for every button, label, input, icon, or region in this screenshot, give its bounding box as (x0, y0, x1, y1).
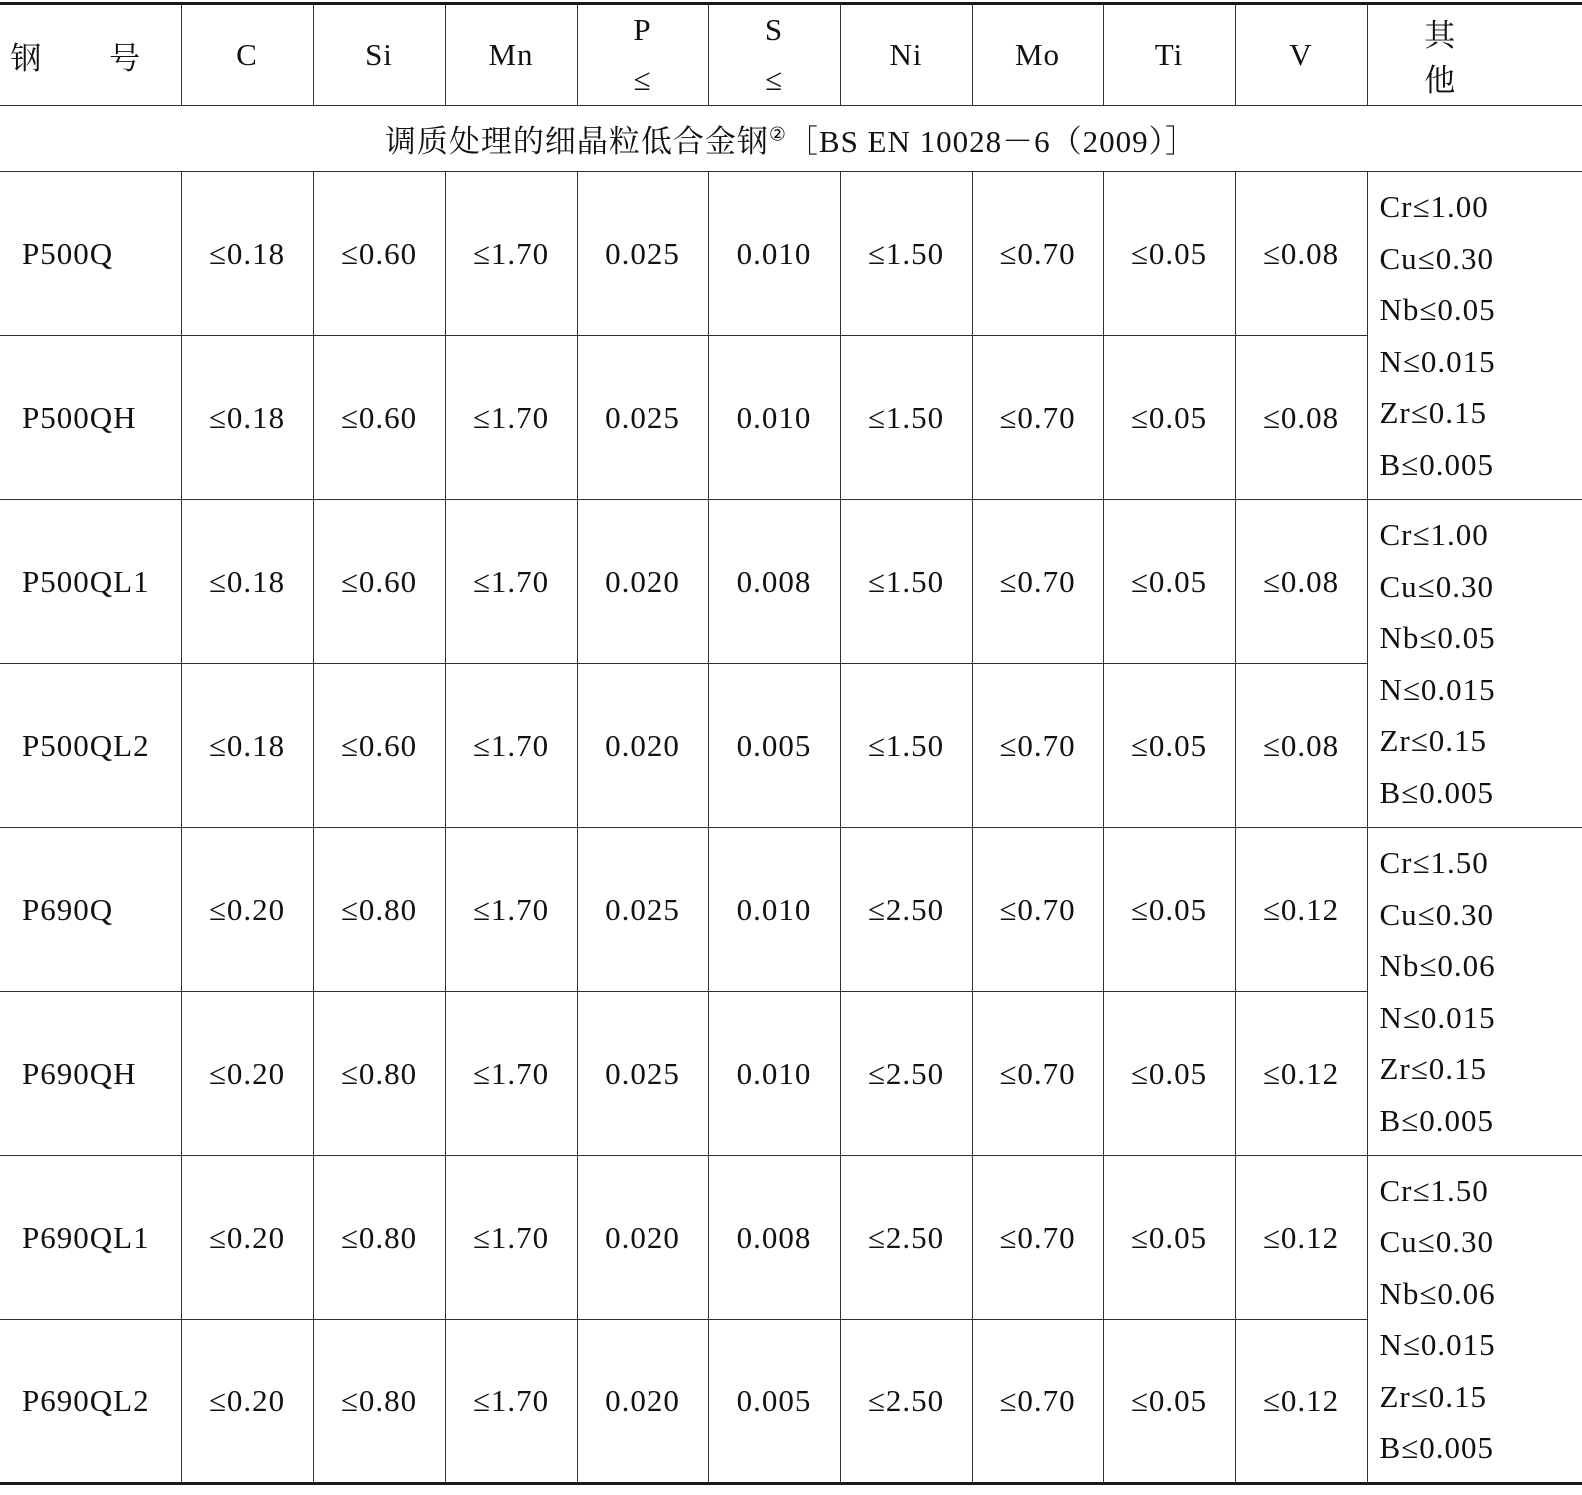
cell-v: ≤0.08 (1235, 500, 1367, 664)
others-element-limit: N≤0.015 (1379, 999, 1496, 1035)
cell-mo: ≤0.70 (972, 1156, 1103, 1320)
table-row (0, 828, 1582, 992)
others-element-limit: Zr≤0.15 (1379, 395, 1488, 430)
cell-ti: ≤0.05 (1103, 992, 1235, 1156)
cell-p: 0.025 (577, 172, 708, 336)
cell-p: 0.020 (577, 1320, 708, 1484)
cell-c: ≤0.18 (181, 500, 313, 664)
cell-c: ≤0.18 (181, 336, 313, 500)
cell-mo: ≤0.70 (972, 1320, 1103, 1484)
cell-p: 0.020 (577, 500, 708, 664)
header-c: C (181, 4, 313, 106)
cell-p: 0.025 (577, 828, 708, 992)
cell-mn: ≤1.70 (445, 500, 577, 664)
cell-mo: ≤0.70 (972, 172, 1103, 336)
section-row (0, 106, 1582, 172)
cell-grade: P690QH (0, 992, 181, 1156)
cell-p: 0.020 (577, 1156, 708, 1320)
cell-ti: ≤0.05 (1103, 172, 1235, 336)
others-element-limit: B≤0.005 (1379, 1102, 1494, 1138)
cell-v: ≤0.12 (1235, 992, 1367, 1156)
cell-others (1367, 828, 1582, 1156)
cell-ni: ≤2.50 (840, 992, 972, 1156)
footnote-marker: ② (768, 124, 787, 146)
cell-ni: ≤1.50 (840, 172, 972, 336)
cell-si: ≤0.60 (313, 336, 445, 500)
cell-s: 0.010 (708, 336, 840, 500)
others-element-limit: Nb≤0.05 (1379, 292, 1496, 327)
cell-v: ≤0.12 (1235, 1320, 1367, 1484)
cell-si: ≤0.60 (313, 172, 445, 336)
cell-s: 0.010 (708, 172, 840, 336)
cell-mo: ≤0.70 (972, 664, 1103, 828)
header-ni: Ni (840, 4, 972, 106)
cell-ti: ≤0.05 (1103, 828, 1235, 992)
table-row (0, 664, 1582, 828)
cell-si: ≤0.80 (313, 828, 445, 992)
cell-ni: ≤1.50 (840, 664, 972, 828)
cell-grade: P690Q (0, 828, 181, 992)
cell-s: 0.010 (708, 992, 840, 1156)
table-row (0, 992, 1582, 1156)
header-grade: 钢 号 (0, 4, 181, 106)
cell-grade: P500QH (0, 336, 181, 500)
table-row (0, 336, 1582, 500)
cell-v: ≤0.12 (1235, 828, 1367, 992)
cell-v: ≤0.08 (1235, 172, 1367, 336)
cell-v: ≤0.08 (1235, 664, 1367, 828)
others-element-limit: Cu≤0.30 (1379, 1224, 1494, 1259)
others-element-limit: N≤0.015 (1379, 343, 1496, 379)
table-row (0, 172, 1582, 336)
cell-others (1367, 500, 1582, 828)
cell-ti: ≤0.05 (1103, 336, 1235, 500)
header-row (0, 4, 1582, 106)
others-element-limit: Cr≤1.50 (1379, 845, 1489, 880)
cell-s: 0.005 (708, 1320, 840, 1484)
cell-mn: ≤1.70 (445, 828, 577, 992)
others-element-limit: Nb≤0.06 (1379, 1275, 1496, 1311)
cell-si: ≤0.60 (313, 500, 445, 664)
cell-c: ≤0.18 (181, 664, 313, 828)
cell-grade: P500Q (0, 172, 181, 336)
others-element-limit: B≤0.005 (1379, 1430, 1494, 1465)
others-element-limit: Cr≤1.00 (1379, 517, 1489, 552)
cell-mn: ≤1.70 (445, 664, 577, 828)
header-s: S ≤ (708, 4, 840, 106)
table-row (0, 1320, 1582, 1484)
others-element-limit: Nb≤0.05 (1379, 620, 1496, 655)
cell-c: ≤0.20 (181, 1156, 313, 1320)
cell-grade: P500QL1 (0, 500, 181, 664)
cell-c: ≤0.20 (181, 992, 313, 1156)
cell-ni: ≤1.50 (840, 336, 972, 500)
cell-grade: P690QL1 (0, 1156, 181, 1320)
others-element-limit: Cu≤0.30 (1379, 240, 1494, 276)
cell-c: ≤0.20 (181, 828, 313, 992)
cell-si: ≤0.80 (313, 1320, 445, 1484)
cell-c: ≤0.20 (181, 1320, 313, 1484)
cell-mo: ≤0.70 (972, 828, 1103, 992)
cell-si: ≤0.80 (313, 1156, 445, 1320)
table-row (0, 1156, 1582, 1320)
cell-mn: ≤1.70 (445, 992, 577, 1156)
cell-p: 0.025 (577, 336, 708, 500)
others-element-limit: Nb≤0.06 (1379, 948, 1496, 983)
others-element-limit: B≤0.005 (1379, 446, 1494, 482)
cell-grade: P690QL2 (0, 1320, 181, 1484)
cell-mn: ≤1.70 (445, 1320, 577, 1484)
others-element-limit: Zr≤0.15 (1379, 1051, 1488, 1086)
cell-ti: ≤0.05 (1103, 664, 1235, 828)
cell-s: 0.008 (708, 1156, 840, 1320)
others-element-limit: Zr≤0.15 (1379, 1378, 1488, 1414)
cell-ni: ≤2.50 (840, 1156, 972, 1320)
cell-v: ≤0.08 (1235, 336, 1367, 500)
cell-s: 0.010 (708, 828, 840, 992)
cell-v: ≤0.12 (1235, 1156, 1367, 1320)
header-ti: Ti (1103, 4, 1235, 106)
cell-mn: ≤1.70 (445, 1156, 577, 1320)
others-element-limit: Cu≤0.30 (1379, 568, 1494, 604)
cell-ti: ≤0.05 (1103, 500, 1235, 664)
cell-ni: ≤1.50 (840, 500, 972, 664)
header-si: Si (313, 4, 445, 106)
others-element-limit: Cr≤1.50 (1379, 1172, 1489, 1208)
others-element-limit: Zr≤0.15 (1379, 723, 1488, 758)
others-element-limit: Cu≤0.30 (1379, 896, 1494, 932)
header-mo: Mo (972, 4, 1103, 106)
header-others: 其 他 (1367, 4, 1582, 106)
cell-mn: ≤1.70 (445, 336, 577, 500)
composition-table (0, 2, 1582, 1485)
header-mn: Mn (445, 4, 577, 106)
section-title: 调质处理的细晶粒低合金钢②［BS EN 10028－6（2009）］ (0, 106, 1582, 172)
cell-mo: ≤0.70 (972, 336, 1103, 500)
cell-si: ≤0.60 (313, 664, 445, 828)
header-v: V (1235, 4, 1367, 106)
cell-mo: ≤0.70 (972, 500, 1103, 664)
cell-others (1367, 1156, 1582, 1484)
others-element-limit: B≤0.005 (1379, 774, 1494, 810)
cell-mn: ≤1.70 (445, 172, 577, 336)
others-element-limit: Cr≤1.00 (1379, 189, 1489, 224)
others-element-limit: N≤0.015 (1379, 671, 1496, 707)
cell-ni: ≤2.50 (840, 828, 972, 992)
others-element-limit: N≤0.015 (1379, 1327, 1496, 1362)
cell-ti: ≤0.05 (1103, 1320, 1235, 1484)
cell-grade: P500QL2 (0, 664, 181, 828)
cell-others (1367, 172, 1582, 500)
cell-s: 0.005 (708, 664, 840, 828)
cell-si: ≤0.80 (313, 992, 445, 1156)
cell-ti: ≤0.05 (1103, 1156, 1235, 1320)
table-row (0, 500, 1582, 664)
cell-p: 0.025 (577, 992, 708, 1156)
header-p: P ≤ (577, 4, 708, 106)
cell-mo: ≤0.70 (972, 992, 1103, 1156)
cell-ni: ≤2.50 (840, 1320, 972, 1484)
cell-p: 0.020 (577, 664, 708, 828)
cell-c: ≤0.18 (181, 172, 313, 336)
cell-s: 0.008 (708, 500, 840, 664)
